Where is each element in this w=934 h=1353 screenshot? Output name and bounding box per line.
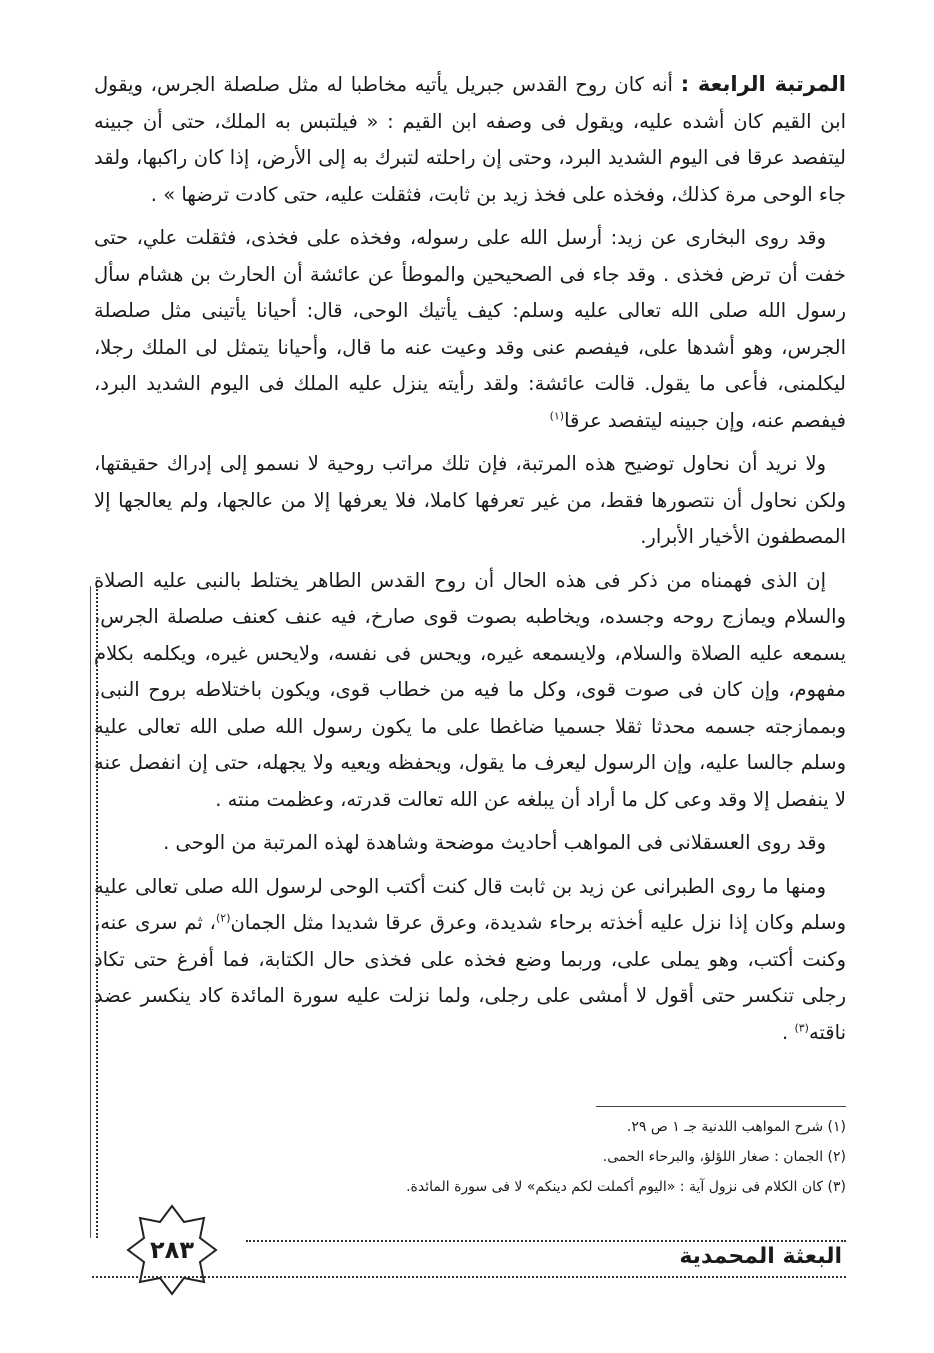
paragraph-text: ومنها ما روى الطبرانى عن زيد بن ثابت قال كنت أكتب الوحى لرسول الله صلى تعالى عليه وسلم وكان إذا نزل عليه أخذته برحاء شديدة، وعرق عرقا شديدا مثل الجمان: [94, 874, 846, 934]
footer-rule-bottom: [92, 1276, 846, 1278]
margin-ornament-line: [90, 586, 93, 1238]
paragraph-1: [94, 66, 846, 213]
footnote-1: (١) شرح المواهب اللدنية جـ ١ ص ٢٩.: [626, 1119, 846, 1135]
footnote-2: (٢) الجمان : صغار اللؤلؤ، والبرحاء الحمى.: [602, 1149, 846, 1165]
section-heading: المرتبة الرابعة :: [680, 72, 847, 96]
paragraph-text: وقد روى البخارى عن زيد: أرسل الله على رسوله، وفخذه على فخذى، فثقلت علي، حتى خفت أن ترض فخذى . وقد جاء فى الصحيحين والموطأ عن عائشة أن الحارث بن هشام سأل رسول الله صلى الله تعالى عليه وسلم: كيف يأتيك الوحى، قال: أحيانا يأتينى مثل صلصلة الجرس، وهو أشدها على، فيفصم عنى وقد وعيت عنه ما قال، وأحيانا يتمثل لى الملك رجلا، ليكلمنى، فأعى ما يقول. قالت عائشة: ولقد رأيته ينزل عليه الملك فى اليوم الشديد البرد، فيفصم عنه، وإن جبينه ليتفصد عرقا: [94, 226, 846, 432]
footer-rule-top: [246, 1240, 846, 1242]
paragraph-6: [94, 869, 846, 1052]
paragraph-text: إن الذى فهمناه من ذكر فى هذه الحال أن روح القدس الطاهر يختلط بالنبى عليه الصلاة والسلام ويمازج روحه وجسده، ويخاطبه بصوت قوى صارخ، فيه عنف كعنف صلصلة الجرس، يسمعه عليه الصلاة والسلام، ولايسمعه غيره، ويحس فى نفسه، ولايحس غيره، ويكلمه بكلام مفهوم، وإن كان فى صوت قوى، وكل ما فيه من خطاب قوى، ويكون باختلاطه بروح النبى، وبممازجته جسمه محدثا ثقلا جسميا ضاغطا على ما يكون رسول الله صلى الله تعالى عليه وسلم جالسا عليه، وإن الرسول ليعرف ما يقول، ويحفظه ويعيه ولا يجهله، حتى إن انفصل عنه لا ينفصل إلا وقد وعى كل ما أراد أن يبلغه عن الله تعالت قدرته، وعظمت منته .: [94, 568, 846, 811]
footnotes: [94, 1112, 846, 1202]
footer-book-title: البعثة المحمدية: [679, 1244, 842, 1269]
paragraph-3: [94, 446, 846, 556]
paragraph-2: [94, 220, 846, 439]
paragraph-text: وقد روى العسقلانى فى المواهب أحاديث موضحة وشاهدة لهذه المرتبة من الوحى .: [163, 831, 826, 854]
paragraph-text: أنه كان روح القدس جبريل يأتيه مخاطبا له مثل صلصلة الجرس، ويقول ابن القيم كان أشده عليه، ويقول فى وصفه ابن القيم : « فيلتبس به الملك، حتى أن جبينه ليتفصد عرقا فى اليوم الشديد البرد، وحتى إن راحلته لتبرك به إلى الأرض، إذا كان راكبها، ولقد جاء الوحى مرة كذلك، وفخذه على فخذ زيد بن ثابت، فثقلت عليه، حتى كادت ترضها » .: [94, 73, 846, 206]
page-number: ٢٨٣: [150, 1236, 194, 1264]
footnote-ref-2: (٢): [215, 911, 231, 925]
paragraph-text: .: [782, 1020, 795, 1044]
footnote-3: (٣) كان الكلام فى نزول آية : «اليوم أكملت لكم دينكم» لا فى سورة المائدة.: [406, 1179, 846, 1195]
paragraph-text: ، ثم سرى عنه، وكنت أكتب، وهو يملى على، وربما وضع فخذه على فخذى حال الكتابة، فما أفرغ حتى تكاد رجلى تنكسر حتى أقول لا أمشى على رجلى، ولما نزلت عليه سورة المائدة كاد ينكسر عضد ناقته: [94, 911, 846, 1044]
paragraph-5: [94, 825, 846, 862]
main-text: [94, 66, 846, 1058]
paragraph-text: ولا نريد أن نحاول توضيح هذه المرتبة، فإن تلك مراتب روحية لا نسمو إلى إدراك حقيقتها، ولكن نحاول أن نتصورها فقط، من غير تعرفها كاملا، فلا يعرفها إلا من عالجها، ولم يعالجها إلا المصطفون الأخيار الأبرار.: [94, 452, 846, 548]
footnote-ref-3: (٣): [794, 1021, 809, 1034]
footnote-separator: [596, 1106, 846, 1107]
paragraph-4: [94, 563, 846, 819]
footnote-ref-1: (١): [549, 409, 565, 422]
